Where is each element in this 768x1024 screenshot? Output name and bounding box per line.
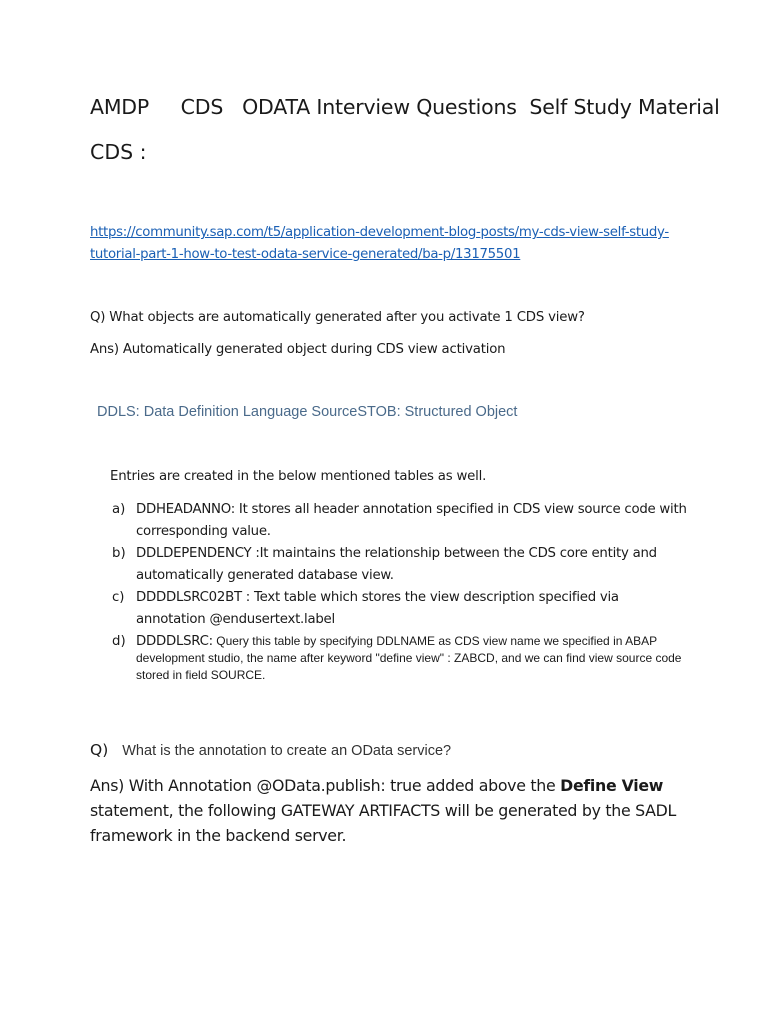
question-2-text: What is the annotation to create an OData service?	[122, 743, 452, 759]
answer-2-start: Ans) With Annotation @OData.publish: true added above the	[90, 776, 561, 795]
list-marker: b)	[112, 546, 126, 561]
ddls-heading: DDLS: Data Definition Language SourceSTOB: Structured Object	[97, 404, 518, 420]
list-item	[112, 587, 692, 631]
answer-2-end: statement, the following GATEWAY ARTIFACTS will be generated by the SADL framework in the backend server.	[90, 801, 676, 845]
list-text	[136, 631, 692, 684]
list-detail: Query this table by specifying DDLNAME as CDS view name we specified in ABAP development studio, the name after keyword "define view" : ZABCD, and we can find view source code stored in field SOURCE.	[136, 634, 682, 682]
list-text: DDLDEPENDENCY :It maintains the relationship between the CDS core entity and automatically generated database view.	[136, 546, 657, 583]
entries-intro: Entries are created in the below mentioned tables as well.	[110, 469, 487, 484]
section-heading-cds: CDS :	[90, 140, 147, 164]
list-marker: a)	[112, 502, 126, 517]
tutorial-link[interactable]	[90, 222, 690, 266]
list-text: DDDDLSRC02BT : Text table which stores the view description specified via annotation @endusertext.label	[136, 590, 619, 627]
list-marker: c)	[112, 590, 125, 605]
question-2-marker: Q)	[90, 741, 109, 759]
list-lead: DDDDLSRC:	[136, 634, 213, 649]
answer-1: Ans) Automatically generated object during CDS view activation	[90, 342, 506, 357]
document-title: AMDP CDS ODATA Interview Questions Self Study Material	[90, 95, 720, 119]
list-text: DDHEADANNO: It stores all header annotation specified in CDS view source code with corresponding value.	[136, 502, 687, 539]
list-item	[112, 499, 692, 543]
tutorial-link-line-1[interactable]: https://community.sap.com/t5/application-development-blog-posts/my-cds-view-self-study-	[90, 225, 669, 240]
list-item	[112, 543, 692, 587]
tutorial-link-line-2[interactable]: tutorial-part-1-how-to-test-odata-service-generated/ba-p/13175501	[90, 247, 521, 262]
question-1: Q) What objects are automatically generated after you activate 1 CDS view?	[90, 310, 585, 325]
tables-list	[112, 499, 692, 684]
question-2	[90, 739, 451, 762]
answer-2-bold: Define View	[560, 776, 664, 795]
list-item	[112, 631, 692, 684]
list-marker: d)	[112, 634, 126, 649]
answer-2	[90, 773, 690, 848]
